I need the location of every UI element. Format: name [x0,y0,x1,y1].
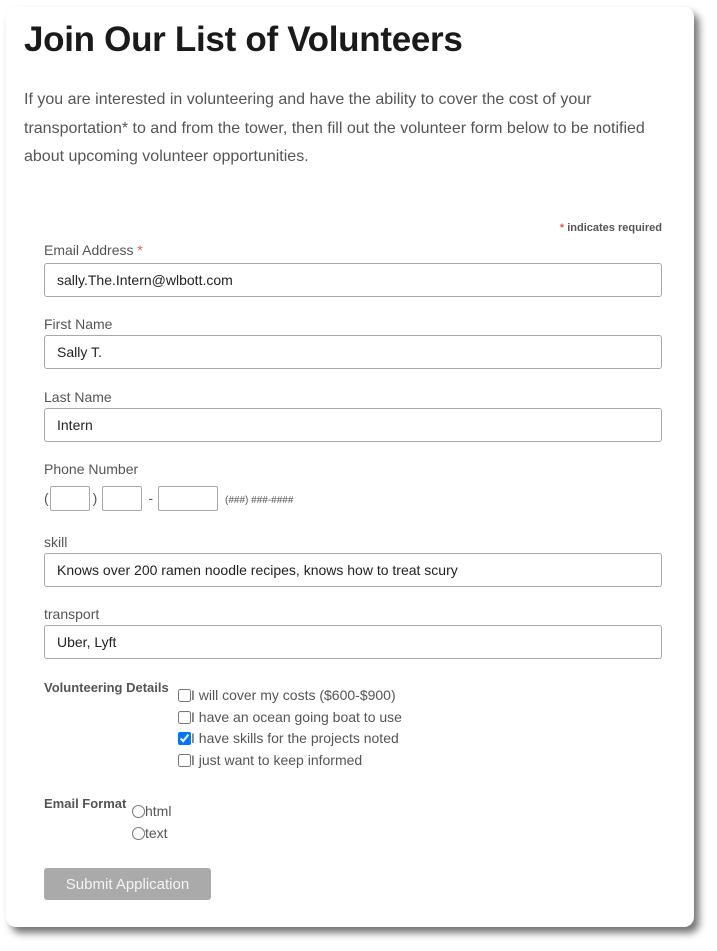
boat-checkbox[interactable] [178,711,191,724]
phone-label: Phone Number [44,461,139,477]
email-format-html[interactable] [132,802,171,820]
required-note [560,222,662,234]
email-label [44,242,143,258]
last-name-label: Last Name [44,389,112,405]
keep-informed-label: I just want to keep informed [191,752,363,768]
first-name-label: First Name [44,316,113,332]
last-name-input[interactable] [44,408,662,442]
skills-checkbox[interactable] [178,732,191,745]
cover-costs-checkbox[interactable] [178,689,191,702]
html-radio[interactable] [132,805,145,818]
phone-line-input[interactable] [158,486,218,511]
keep-informed-checkbox[interactable] [178,754,191,767]
skills-label: I have skills for the projects noted [191,730,399,746]
cover-costs-label: I will cover my costs ($600-$900) [191,687,396,703]
phone-prefix-input[interactable] [102,486,142,511]
html-radio-label: html [145,803,172,819]
text-radio-label: text [145,825,168,841]
phone-area-input[interactable] [50,486,90,511]
skill-label: skill [44,534,68,550]
phone-open-paren: ( [44,490,49,506]
phone-dash: - [148,490,154,506]
required-note-text: indicates required [567,222,662,234]
skill-input[interactable] [44,553,662,587]
email-required-asterisk: * [137,242,143,258]
text-radio[interactable] [132,827,145,840]
transport-label: transport [44,606,100,622]
email-format-label: Email Format [44,796,127,811]
first-name-input[interactable] [44,335,662,369]
intro-text: If you are interested in volunteering and have the ability to cover the cost of your transportation* to and from the tower, then fill out the volunteer form below to be notified about upcoming volunteer opportunities. [24,91,645,165]
phone-format-hint: (###) ###-#### [225,494,294,506]
transport-input[interactable] [44,625,662,659]
volunteer-option-boat[interactable] [178,708,402,726]
submit-application-button[interactable]: Submit Application [44,868,211,900]
volunteering-details-label: Volunteering Details [44,680,169,695]
volunteer-option-keep-informed[interactable] [178,751,362,769]
required-asterisk: * [559,222,565,234]
phone-close-paren: ) [92,490,98,506]
boat-label: I have an ocean going boat to use [191,709,402,725]
volunteer-option-cover-costs[interactable] [178,686,396,704]
email-format-text[interactable] [132,824,168,842]
page-title: Join Our List of Volunteers [24,20,463,59]
volunteer-option-skills[interactable] [178,729,399,747]
phone-fields [44,485,293,511]
email-label-text: Email Address [44,242,134,258]
email-input[interactable] [44,263,662,297]
